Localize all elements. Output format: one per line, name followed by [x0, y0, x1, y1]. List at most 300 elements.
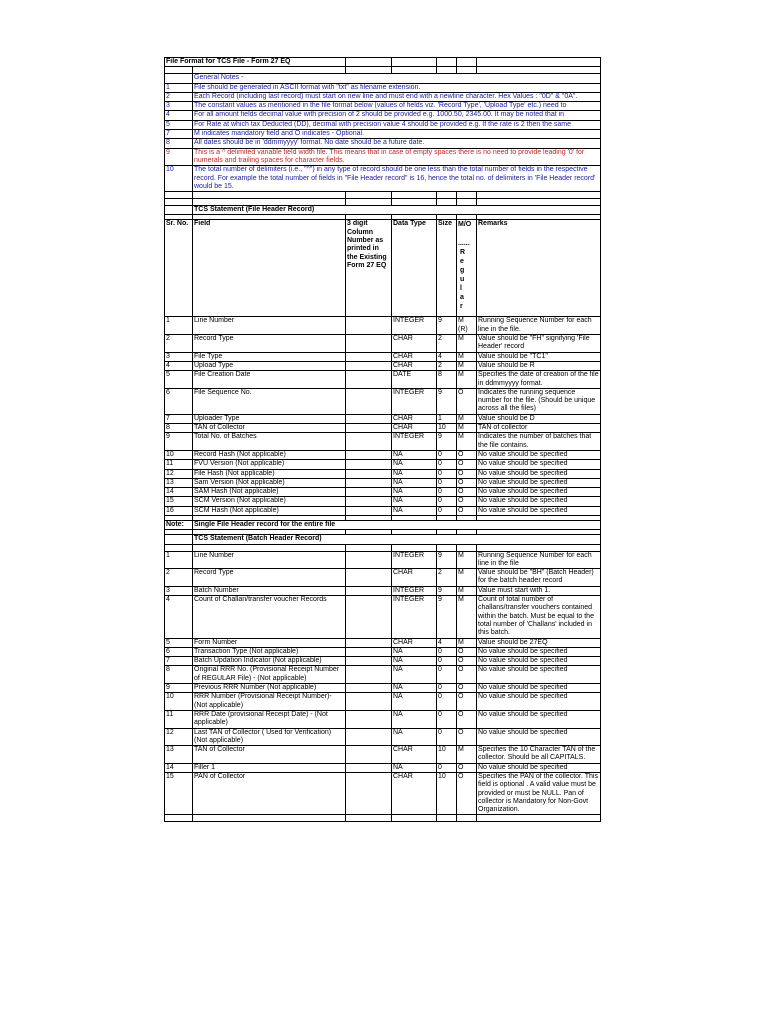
- size-cell: 9: [437, 586, 457, 595]
- table-row: [165, 371, 601, 389]
- sr-cell: 11: [165, 460, 193, 469]
- blank-cell: [437, 544, 457, 551]
- table-row: [165, 317, 601, 335]
- remarks-cell: Value must start with 1.: [477, 586, 601, 595]
- sr-cell: 14: [165, 488, 193, 497]
- size-cell: 2: [437, 335, 457, 353]
- type-cell: NA: [392, 450, 437, 459]
- digit-cell: [346, 596, 392, 638]
- size-cell: 9: [437, 388, 457, 414]
- remarks-cell: Value should be D: [477, 414, 601, 423]
- remarks-cell: TAN of collector: [477, 424, 601, 433]
- size-cell: 9: [437, 433, 457, 451]
- field-cell: Last TAN of Collector ( Used for Verification) (Not applicable): [193, 728, 346, 746]
- remarks-cell: Value should be "TC1": [477, 352, 601, 361]
- note-row: [165, 120, 601, 129]
- note-row: [165, 139, 601, 148]
- remarks-cell: No value should be specified: [477, 657, 601, 666]
- mo-cell: O: [457, 666, 477, 684]
- table-row: [165, 478, 601, 487]
- size-cell: 0: [437, 488, 457, 497]
- file-header-section-heading-row: [165, 206, 601, 215]
- digit-cell: [346, 763, 392, 772]
- mo-cell: O: [457, 488, 477, 497]
- size-cell: 0: [437, 684, 457, 693]
- blank-cell: [165, 192, 193, 199]
- col-header-digit: 3 digit Column Number as printed in the Existing Form 27 EQ: [346, 220, 392, 317]
- type-cell: NA: [392, 478, 437, 487]
- digit-cell: [346, 569, 392, 587]
- note-number: 1: [165, 83, 193, 92]
- sr-cell: 9: [165, 684, 193, 693]
- digit-cell: [346, 506, 392, 515]
- sr-cell: 2: [165, 335, 193, 353]
- blank-cell: [477, 815, 601, 822]
- mo-cell: M (R): [457, 317, 477, 335]
- remarks-cell: No value should be specified: [477, 647, 601, 656]
- remarks-cell: Running Sequence Number for each line in the file.: [477, 317, 601, 335]
- size-cell: 10: [437, 746, 457, 764]
- remarks-cell: No value should be specified: [477, 728, 601, 746]
- size-cell: 0: [437, 450, 457, 459]
- remarks-cell: No value should be specified: [477, 478, 601, 487]
- size-cell: 10: [437, 773, 457, 815]
- sr-cell: 8: [165, 424, 193, 433]
- size-cell: 9: [437, 551, 457, 569]
- col-header-mo-label: M/O: [458, 221, 472, 229]
- col-header-remarks: Remarks: [477, 220, 601, 317]
- digit-cell: [346, 335, 392, 353]
- sr-cell: 12: [165, 728, 193, 746]
- blank-cell: [437, 815, 457, 822]
- note-row: [165, 111, 601, 120]
- table-row: [165, 506, 601, 515]
- sr-cell: 3: [165, 352, 193, 361]
- note-text: All dates should be in 'ddmmyyyy' format. No date should be a future date.: [193, 139, 601, 148]
- col-header-field: Field: [193, 220, 346, 317]
- type-cell: INTEGER: [392, 586, 437, 595]
- sr-cell: 9: [165, 433, 193, 451]
- col-header-mo-dots: ......: [458, 240, 470, 248]
- sr-cell: 3: [165, 586, 193, 595]
- blank-cell: [392, 815, 437, 822]
- sr-cell: 6: [165, 647, 193, 656]
- table-row: [165, 657, 601, 666]
- sr-cell: 1: [165, 551, 193, 569]
- digit-cell: [346, 414, 392, 423]
- blank-cell: [193, 199, 346, 206]
- type-cell: CHAR: [392, 414, 437, 423]
- field-cell: Uploader Type: [193, 414, 346, 423]
- blank-cell: [193, 544, 346, 551]
- sr-cell: 16: [165, 506, 193, 515]
- format-table: [164, 57, 601, 822]
- size-cell: 10: [437, 424, 457, 433]
- type-cell: NA: [392, 763, 437, 772]
- field-cell: File Type: [193, 352, 346, 361]
- blank-cell: [457, 199, 477, 206]
- mo-cell: M: [457, 361, 477, 370]
- type-cell: INTEGER: [392, 317, 437, 335]
- mo-cell: O: [457, 497, 477, 506]
- table-row: [165, 551, 601, 569]
- table-row: [165, 361, 601, 370]
- field-cell: Form Number: [193, 638, 346, 647]
- file-header-section-heading: TCS Statement (File Header Record): [193, 206, 601, 215]
- type-cell: INTEGER: [392, 596, 437, 638]
- field-cell: Batch Updation Indicator (Not applicable): [193, 657, 346, 666]
- digit-cell: [346, 773, 392, 815]
- field-cell: Filler 1: [193, 763, 346, 772]
- note-number: 8: [165, 139, 193, 148]
- batch-header-section-heading-row: [165, 535, 601, 544]
- blank-cell: [437, 199, 457, 206]
- table-row: [165, 638, 601, 647]
- blank-cell: [346, 199, 392, 206]
- field-cell: Record Type: [193, 335, 346, 353]
- blank-row: [165, 815, 601, 822]
- size-cell: 0: [437, 710, 457, 728]
- digit-cell: [346, 666, 392, 684]
- sr-cell: 4: [165, 361, 193, 370]
- digit-cell: [346, 693, 392, 711]
- field-cell: Previous RRR Number (Not applicable): [193, 684, 346, 693]
- mo-cell: O: [457, 469, 477, 478]
- general-notes-heading: General Notes -: [193, 74, 601, 83]
- remarks-cell: No value should be specified: [477, 693, 601, 711]
- sr-cell: 12: [165, 469, 193, 478]
- mo-cell: O: [457, 684, 477, 693]
- remarks-cell: Value should be 27EQ: [477, 638, 601, 647]
- sr-cell: 11: [165, 710, 193, 728]
- table-row: [165, 596, 601, 638]
- batch-header-section-heading: TCS Statement (Batch Header Record): [193, 535, 601, 544]
- note-text: Each Record (including last record) must start on new line and must end with a newline character. Hex Values : "0D" & "0A".: [193, 92, 601, 101]
- field-cell: Upload Type: [193, 361, 346, 370]
- field-cell: FVU Version (Not applicable): [193, 460, 346, 469]
- type-cell: CHAR: [392, 638, 437, 647]
- remarks-cell: No value should be specified: [477, 710, 601, 728]
- digit-cell: [346, 469, 392, 478]
- mo-cell: M: [457, 596, 477, 638]
- mo-cell: O: [457, 506, 477, 515]
- size-cell: 2: [437, 569, 457, 587]
- note-text: The total number of delimiters (i.e., "^") in any type of record should be one less than the total number of fields in the respective record. For example the total number of fields in "File Header record" is 16, hence the total no. of delimiters in 'File Header record' would be 15.: [193, 166, 601, 192]
- type-cell: NA: [392, 728, 437, 746]
- note-row: [165, 102, 601, 111]
- note-row: [165, 166, 601, 192]
- table-row: [165, 488, 601, 497]
- blank-cell: [165, 199, 193, 206]
- digit-cell: [346, 586, 392, 595]
- size-cell: 0: [437, 657, 457, 666]
- note-label: Note:: [165, 520, 193, 529]
- table-row: [165, 773, 601, 815]
- sr-cell: 6: [165, 388, 193, 414]
- blank-cell: [346, 192, 392, 199]
- table-row: [165, 684, 601, 693]
- mo-cell: M: [457, 414, 477, 423]
- type-cell: CHAR: [392, 424, 437, 433]
- size-cell: 9: [437, 596, 457, 638]
- table-row: [165, 666, 601, 684]
- type-cell: NA: [392, 506, 437, 515]
- sr-cell: 10: [165, 450, 193, 459]
- field-cell: RRR Date (provisional Receipt Date) - (Not applicable): [193, 710, 346, 728]
- blank-row: [165, 544, 601, 551]
- size-cell: 4: [437, 352, 457, 361]
- blank-cell: [477, 544, 601, 551]
- table-row: [165, 746, 601, 764]
- remarks-cell: No value should be specified: [477, 684, 601, 693]
- mo-cell: M: [457, 424, 477, 433]
- blank-cell: [165, 544, 193, 551]
- table-row: [165, 693, 601, 711]
- mo-cell: O: [457, 478, 477, 487]
- mo-cell: O: [457, 450, 477, 459]
- sheet-title: File Format for TCS File - Form 27 EQ: [165, 58, 346, 67]
- note-text: The constant values as mentioned in the file format below (values of fields viz. 'Record Type', 'Upload Type' etc.) need to: [193, 102, 601, 111]
- mo-cell: O: [457, 388, 477, 414]
- remarks-cell: Specifies the date of creation of the file in ddmmyyyy format.: [478, 371, 599, 387]
- blank-cell: [346, 544, 392, 551]
- table-row: [165, 388, 601, 414]
- note-row: [165, 83, 601, 92]
- type-cell: NA: [392, 469, 437, 478]
- blank-row: [165, 192, 601, 199]
- remarks-cell: Indicates the number of batches that the file contains.: [477, 433, 601, 451]
- field-cell: SAM Hash (Not applicable): [193, 488, 346, 497]
- table-row: [165, 647, 601, 656]
- remarks-cell: Value should be "FH" signifying 'File Header' record: [477, 335, 601, 353]
- sr-cell: 15: [165, 497, 193, 506]
- type-cell: NA: [392, 488, 437, 497]
- size-cell: 4: [437, 638, 457, 647]
- sr-cell: 1: [165, 317, 193, 335]
- digit-cell: [346, 710, 392, 728]
- field-cell: Sam Version (Not applicable): [193, 478, 346, 487]
- note-number: 3: [165, 102, 193, 111]
- size-cell: 8: [437, 371, 457, 389]
- mo-cell: O: [457, 773, 477, 815]
- type-cell: CHAR: [392, 569, 437, 587]
- blank-cell: [165, 206, 193, 215]
- table-row: [165, 763, 601, 772]
- size-cell: 0: [437, 763, 457, 772]
- field-cell: TAN of Collector: [193, 746, 346, 764]
- field-cell: Line Number: [193, 551, 346, 569]
- digit-cell: [346, 361, 392, 370]
- digit-cell: [346, 388, 392, 414]
- type-cell: CHAR: [392, 361, 437, 370]
- spreadsheet-sheet: [164, 57, 600, 822]
- field-cell: File Hash (Not applicable): [193, 469, 346, 478]
- mo-cell: O: [457, 763, 477, 772]
- remarks-cell: No value should be specified: [477, 506, 601, 515]
- note-number: 5: [165, 120, 193, 129]
- remarks-cell: Value should be "BH" (Batch Header) for the batch header record: [477, 569, 601, 587]
- note-number: 4: [165, 111, 193, 120]
- digit-cell: [346, 460, 392, 469]
- note-footer-text: Single File Header record for the entire file: [193, 520, 601, 529]
- size-cell: 0: [437, 478, 457, 487]
- type-cell: NA: [392, 497, 437, 506]
- note-row: [165, 130, 601, 139]
- blank-cell: [193, 815, 346, 822]
- table-row: [165, 460, 601, 469]
- mo-cell: O: [457, 657, 477, 666]
- digit-cell: [346, 684, 392, 693]
- remarks-cell: No value should be specified: [477, 666, 601, 684]
- mo-cell: M: [457, 335, 477, 353]
- mo-cell: M: [457, 551, 477, 569]
- note-row: [165, 148, 601, 166]
- field-cell: File Creation Date: [193, 371, 346, 389]
- sr-cell: 8: [165, 666, 193, 684]
- note-row: [165, 92, 601, 101]
- note-number: 2: [165, 92, 193, 101]
- blank-cell: [346, 815, 392, 822]
- sr-cell: 5: [165, 371, 193, 389]
- remarks-cell: No value should be specified: [477, 763, 601, 772]
- remarks-cell: Value should be R: [477, 361, 601, 370]
- field-cell: Original RRR No. (Provisional Receipt Number of REGULAR File) - (Not applicable): [193, 666, 346, 684]
- mo-cell: O: [457, 647, 477, 656]
- blank-cell: [477, 192, 601, 199]
- blank-cell: [392, 544, 437, 551]
- digit-cell: [346, 424, 392, 433]
- col-header-mo-letters: R e g u l a r: [460, 249, 466, 311]
- sr-cell: 4: [165, 596, 193, 638]
- remarks-cell: Count of total number of challans/transfer vouchers contained within the batch. Must be equal to the total number of 'Challans' included in this batch.: [477, 596, 601, 638]
- mo-cell: O: [457, 728, 477, 746]
- table-row: [165, 469, 601, 478]
- blank-cell: [457, 192, 477, 199]
- table-row: [165, 710, 601, 728]
- digit-cell: [346, 488, 392, 497]
- note-number: 10: [165, 166, 193, 192]
- digit-cell: [346, 647, 392, 656]
- remarks-cell: Specifies the PAN of the collector. This field is optional . A valid value must be provided or must be NULL. Pan of collector is Mandatory for Non-Govt Organization.: [477, 773, 601, 815]
- digit-cell: [346, 352, 392, 361]
- blank-cell: [193, 192, 346, 199]
- blank-cell: [457, 544, 477, 551]
- digit-cell: [346, 450, 392, 459]
- digit-cell: [346, 746, 392, 764]
- table-row: [165, 352, 601, 361]
- size-cell: 0: [437, 460, 457, 469]
- col-header-type: Data Type: [392, 220, 437, 317]
- size-cell: 0: [437, 469, 457, 478]
- size-cell: 0: [437, 497, 457, 506]
- type-cell: NA: [392, 693, 437, 711]
- table-row: [165, 424, 601, 433]
- remarks-cell: No value should be specified: [477, 488, 601, 497]
- size-cell: 0: [437, 666, 457, 684]
- note-text: This is a ^ delimited variable field width file. This means that in case of empty spaces there is no need to provide leading '0' for numerals and trailing spaces for character fields.: [193, 148, 601, 166]
- blank-cell: [457, 815, 477, 822]
- sr-cell: 2: [165, 569, 193, 587]
- field-cell: Count of Challan/transfer voucher Records: [193, 596, 346, 638]
- mo-cell: M: [457, 569, 477, 587]
- type-cell: NA: [392, 710, 437, 728]
- sr-cell: 7: [165, 657, 193, 666]
- remarks-cell: No value should be specified: [477, 469, 601, 478]
- table-row: [165, 335, 601, 353]
- field-cell: Total No. of Batches: [193, 433, 346, 451]
- sr-cell: 7: [165, 414, 193, 423]
- mo-cell: O: [457, 693, 477, 711]
- blank-cell: [477, 199, 601, 206]
- remarks-cell: Specifies the 10 Character TAN of the collector. Should be all CAPITALS.: [477, 746, 601, 764]
- size-cell: 2: [437, 361, 457, 370]
- type-cell: NA: [392, 460, 437, 469]
- field-cell: PAN of Collector: [193, 773, 346, 815]
- mo-cell: M: [457, 371, 477, 389]
- digit-cell: [346, 497, 392, 506]
- type-cell: CHAR: [392, 773, 437, 815]
- table-row: [165, 586, 601, 595]
- mo-cell: O: [457, 710, 477, 728]
- type-cell: INTEGER: [392, 388, 437, 414]
- mo-cell: M: [457, 433, 477, 451]
- blank-cell: [392, 192, 437, 199]
- type-cell: NA: [392, 657, 437, 666]
- column-header-row: [165, 220, 601, 317]
- remarks-cell: Indicates the running sequence number for the file. (Should be unique across all the files): [477, 388, 601, 414]
- field-cell: RRR Number (Provisional Receipt Number)- (Not applicable): [193, 693, 346, 711]
- col-header-size: Size: [437, 220, 457, 317]
- remarks-cell: No value should be specified: [477, 497, 601, 506]
- digit-cell: [346, 638, 392, 647]
- digit-cell: [346, 657, 392, 666]
- field-cell: Batch Number: [193, 586, 346, 595]
- field-cell: File Sequence No.: [193, 388, 346, 414]
- note-text: M indicates mandatory field and O indicates - Optional.: [193, 130, 601, 139]
- sr-cell: 5: [165, 638, 193, 647]
- table-row: [165, 497, 601, 506]
- note-text: File should be generated in ASCII format with "txt" as filename extension.: [193, 83, 601, 92]
- note-footer-row: [165, 520, 601, 529]
- field-cell: Record Hash (Not applicable): [193, 450, 346, 459]
- size-cell: 0: [437, 506, 457, 515]
- digit-cell: [346, 728, 392, 746]
- remarks-cell: No value should be specified: [477, 450, 601, 459]
- note-text: For all amount fields decimal value with precision of 2 should be provided e.g. 1000.50, 2345.00. It may be noted that in: [193, 111, 601, 120]
- size-cell: 0: [437, 693, 457, 711]
- digit-cell: [346, 371, 392, 389]
- sr-cell: 13: [165, 478, 193, 487]
- field-cell: Transaction Type (Not applicable): [193, 647, 346, 656]
- blank-cell: [392, 199, 437, 206]
- type-cell: INTEGER: [392, 551, 437, 569]
- table-row: [165, 414, 601, 423]
- field-cell: Record Type: [193, 569, 346, 587]
- field-cell: Line Number: [193, 317, 346, 335]
- type-cell: CHAR: [392, 335, 437, 353]
- digit-cell: [346, 551, 392, 569]
- col-header-mo: [457, 220, 477, 317]
- sr-cell: 10: [165, 693, 193, 711]
- sr-cell: 13: [165, 746, 193, 764]
- mo-cell: M: [457, 638, 477, 647]
- blank-row: [165, 199, 601, 206]
- type-cell: INTEGER: [392, 433, 437, 451]
- digit-cell: [346, 433, 392, 451]
- field-cell: TAN of Collector: [193, 424, 346, 433]
- type-cell: NA: [392, 647, 437, 656]
- type-cell: CHAR: [392, 746, 437, 764]
